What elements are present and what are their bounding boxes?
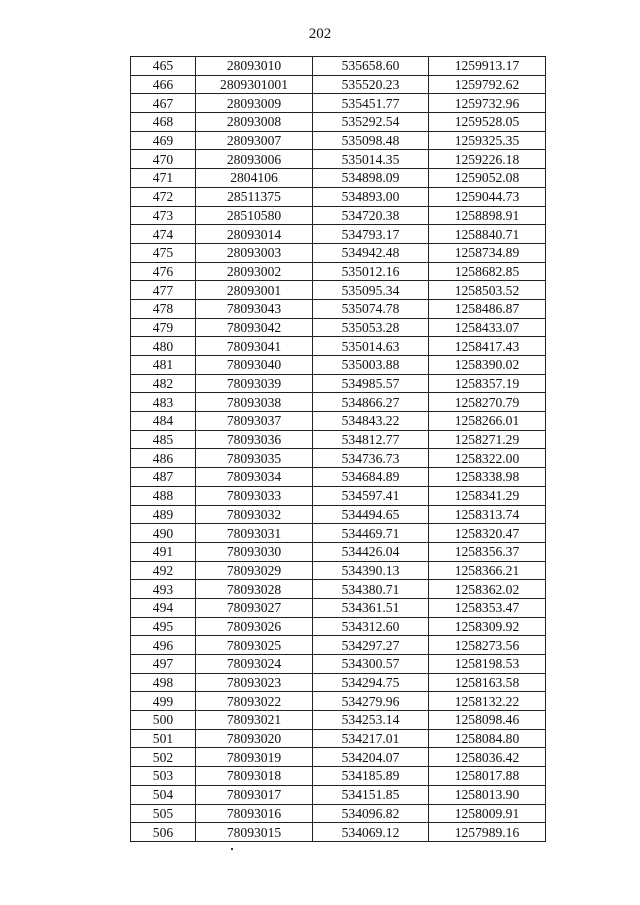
x-coordinate-cell: 534069.12 <box>313 823 429 842</box>
x-coordinate-cell: 535003.88 <box>313 356 429 375</box>
row-number-cell: 491 <box>131 542 196 561</box>
row-number-cell: 501 <box>131 729 196 748</box>
point-id-cell: 28093010 <box>196 57 313 76</box>
y-coordinate-cell: 1258322.00 <box>429 449 546 468</box>
point-id-cell: 78093018 <box>196 767 313 786</box>
point-id-cell: 28093007 <box>196 131 313 150</box>
point-id-cell: 78093033 <box>196 486 313 505</box>
row-number-cell: 494 <box>131 598 196 617</box>
point-id-cell: 78093023 <box>196 673 313 692</box>
y-coordinate-cell: 1258417.43 <box>429 337 546 356</box>
y-coordinate-cell: 1258357.19 <box>429 374 546 393</box>
table-body <box>131 57 546 842</box>
y-coordinate-cell: 1259528.05 <box>429 113 546 132</box>
point-id-cell: 28093006 <box>196 150 313 169</box>
row-number-cell: 492 <box>131 561 196 580</box>
row-number-cell: 493 <box>131 580 196 599</box>
table-row <box>131 598 546 617</box>
y-coordinate-cell: 1259226.18 <box>429 150 546 169</box>
y-coordinate-cell: 1257989.16 <box>429 823 546 842</box>
point-id-cell: 78093024 <box>196 655 313 674</box>
table-row <box>131 748 546 767</box>
row-number-cell: 475 <box>131 243 196 262</box>
x-coordinate-cell: 534300.57 <box>313 655 429 674</box>
x-coordinate-cell: 534312.60 <box>313 617 429 636</box>
y-coordinate-cell: 1258013.90 <box>429 785 546 804</box>
table-row <box>131 711 546 730</box>
page-number: 202 <box>308 26 332 42</box>
y-coordinate-cell: 1259792.62 <box>429 75 546 94</box>
table-row <box>131 580 546 599</box>
table-row <box>131 337 546 356</box>
point-id-cell: 2809301001 <box>196 75 313 94</box>
y-coordinate-cell: 1258309.92 <box>429 617 546 636</box>
x-coordinate-cell: 535658.60 <box>313 57 429 76</box>
x-coordinate-cell: 535074.78 <box>313 299 429 318</box>
point-id-cell: 78093035 <box>196 449 313 468</box>
table-row <box>131 785 546 804</box>
table-row <box>131 169 546 188</box>
y-coordinate-cell: 1258898.91 <box>429 206 546 225</box>
row-number-cell: 471 <box>131 169 196 188</box>
row-number-cell: 467 <box>131 94 196 113</box>
x-coordinate-cell: 535520.23 <box>313 75 429 94</box>
table-row <box>131 206 546 225</box>
row-number-cell: 488 <box>131 486 196 505</box>
x-coordinate-cell: 534294.75 <box>313 673 429 692</box>
y-coordinate-cell: 1258390.02 <box>429 356 546 375</box>
row-number-cell: 498 <box>131 673 196 692</box>
y-coordinate-cell: 1258313.74 <box>429 505 546 524</box>
point-id-cell: 78093019 <box>196 748 313 767</box>
table-row <box>131 486 546 505</box>
x-coordinate-cell: 534204.07 <box>313 748 429 767</box>
point-id-cell: 28093001 <box>196 281 313 300</box>
x-coordinate-cell: 534390.13 <box>313 561 429 580</box>
table-row <box>131 468 546 487</box>
table-row <box>131 225 546 244</box>
table-row <box>131 655 546 674</box>
table-row <box>131 542 546 561</box>
x-coordinate-cell: 534893.00 <box>313 187 429 206</box>
point-id-cell: 28511375 <box>196 187 313 206</box>
table-row <box>131 561 546 580</box>
point-id-cell: 28093003 <box>196 243 313 262</box>
point-id-cell: 28093008 <box>196 113 313 132</box>
coordinate-table <box>130 56 546 842</box>
x-coordinate-cell: 534361.51 <box>313 598 429 617</box>
y-coordinate-cell: 1258320.47 <box>429 524 546 543</box>
row-number-cell: 474 <box>131 225 196 244</box>
table-row <box>131 430 546 449</box>
y-coordinate-cell: 1259052.08 <box>429 169 546 188</box>
x-coordinate-cell: 535095.34 <box>313 281 429 300</box>
point-id-cell: 28093002 <box>196 262 313 281</box>
row-number-cell: 478 <box>131 299 196 318</box>
x-coordinate-cell: 534898.09 <box>313 169 429 188</box>
table-row <box>131 449 546 468</box>
point-id-cell: 78093025 <box>196 636 313 655</box>
y-coordinate-cell: 1258486.87 <box>429 299 546 318</box>
y-coordinate-cell: 1258198.53 <box>429 655 546 674</box>
row-number-cell: 503 <box>131 767 196 786</box>
x-coordinate-cell: 534985.57 <box>313 374 429 393</box>
y-coordinate-cell: 1259325.35 <box>429 131 546 150</box>
table-row <box>131 57 546 76</box>
point-id-cell: 78093017 <box>196 785 313 804</box>
table-row <box>131 187 546 206</box>
x-coordinate-cell: 535014.35 <box>313 150 429 169</box>
row-number-cell: 502 <box>131 748 196 767</box>
point-id-cell: 78093029 <box>196 561 313 580</box>
row-number-cell: 472 <box>131 187 196 206</box>
row-number-cell: 486 <box>131 449 196 468</box>
point-id-cell: 78093028 <box>196 580 313 599</box>
y-coordinate-cell: 1258098.46 <box>429 711 546 730</box>
table-row <box>131 131 546 150</box>
point-id-cell: 78093015 <box>196 823 313 842</box>
table-row <box>131 412 546 431</box>
x-coordinate-cell: 535053.28 <box>313 318 429 337</box>
point-id-cell: 2804106 <box>196 169 313 188</box>
table-row <box>131 356 546 375</box>
y-coordinate-cell: 1258338.98 <box>429 468 546 487</box>
row-number-cell: 470 <box>131 150 196 169</box>
row-number-cell: 476 <box>131 262 196 281</box>
x-coordinate-cell: 534469.71 <box>313 524 429 543</box>
table-row <box>131 113 546 132</box>
y-coordinate-cell: 1258266.01 <box>429 412 546 431</box>
point-id-cell: 78093043 <box>196 299 313 318</box>
point-id-cell: 78093032 <box>196 505 313 524</box>
y-coordinate-cell: 1259913.17 <box>429 57 546 76</box>
row-number-cell: 506 <box>131 823 196 842</box>
row-number-cell: 483 <box>131 393 196 412</box>
x-coordinate-cell: 534736.73 <box>313 449 429 468</box>
x-coordinate-cell: 534253.14 <box>313 711 429 730</box>
x-coordinate-cell: 534096.82 <box>313 804 429 823</box>
y-coordinate-cell: 1258356.37 <box>429 542 546 561</box>
table-row <box>131 673 546 692</box>
x-coordinate-cell: 534843.22 <box>313 412 429 431</box>
point-id-cell: 78093016 <box>196 804 313 823</box>
table-row <box>131 150 546 169</box>
table-row <box>131 243 546 262</box>
y-coordinate-cell: 1258270.79 <box>429 393 546 412</box>
table-row <box>131 823 546 842</box>
table-row <box>131 281 546 300</box>
point-id-cell: 78093036 <box>196 430 313 449</box>
x-coordinate-cell: 534426.04 <box>313 542 429 561</box>
row-number-cell: 496 <box>131 636 196 655</box>
y-coordinate-cell: 1258682.85 <box>429 262 546 281</box>
row-number-cell: 500 <box>131 711 196 730</box>
y-coordinate-cell: 1258132.22 <box>429 692 546 711</box>
y-coordinate-cell: 1258366.21 <box>429 561 546 580</box>
point-id-cell: 78093027 <box>196 598 313 617</box>
x-coordinate-cell: 534793.17 <box>313 225 429 244</box>
y-coordinate-cell: 1258163.58 <box>429 673 546 692</box>
y-coordinate-cell: 1259044.73 <box>429 187 546 206</box>
x-coordinate-cell: 534720.38 <box>313 206 429 225</box>
point-id-cell: 78093042 <box>196 318 313 337</box>
point-id-cell: 28093014 <box>196 225 313 244</box>
table-row <box>131 505 546 524</box>
x-coordinate-cell: 534185.89 <box>313 767 429 786</box>
point-id-cell: 78093026 <box>196 617 313 636</box>
x-coordinate-cell: 534151.85 <box>313 785 429 804</box>
table-row <box>131 636 546 655</box>
table-row <box>131 393 546 412</box>
row-number-cell: 468 <box>131 113 196 132</box>
x-coordinate-cell: 534380.71 <box>313 580 429 599</box>
y-coordinate-cell: 1258503.52 <box>429 281 546 300</box>
row-number-cell: 497 <box>131 655 196 674</box>
x-coordinate-cell: 535098.48 <box>313 131 429 150</box>
y-coordinate-cell: 1258271.29 <box>429 430 546 449</box>
row-number-cell: 490 <box>131 524 196 543</box>
row-number-cell: 473 <box>131 206 196 225</box>
row-number-cell: 477 <box>131 281 196 300</box>
x-coordinate-cell: 535292.54 <box>313 113 429 132</box>
point-id-cell: 28093009 <box>196 94 313 113</box>
row-number-cell: 484 <box>131 412 196 431</box>
x-coordinate-cell: 535014.63 <box>313 337 429 356</box>
row-number-cell: 495 <box>131 617 196 636</box>
point-id-cell: 78093031 <box>196 524 313 543</box>
row-number-cell: 479 <box>131 318 196 337</box>
x-coordinate-cell: 534942.48 <box>313 243 429 262</box>
point-id-cell: 78093039 <box>196 374 313 393</box>
x-coordinate-cell: 534494.65 <box>313 505 429 524</box>
y-coordinate-cell: 1258017.88 <box>429 767 546 786</box>
table-row <box>131 318 546 337</box>
row-number-cell: 481 <box>131 356 196 375</box>
y-coordinate-cell: 1258009.91 <box>429 804 546 823</box>
y-coordinate-cell: 1259732.96 <box>429 94 546 113</box>
row-number-cell: 485 <box>131 430 196 449</box>
table-row <box>131 524 546 543</box>
y-coordinate-cell: 1258036.42 <box>429 748 546 767</box>
row-number-cell: 505 <box>131 804 196 823</box>
point-id-cell: 78093021 <box>196 711 313 730</box>
y-coordinate-cell: 1258362.02 <box>429 580 546 599</box>
point-id-cell: 78093037 <box>196 412 313 431</box>
y-coordinate-cell: 1258353.47 <box>429 598 546 617</box>
x-coordinate-cell: 534866.27 <box>313 393 429 412</box>
row-number-cell: 487 <box>131 468 196 487</box>
table-row <box>131 692 546 711</box>
table-row <box>131 767 546 786</box>
point-id-cell: 78093038 <box>196 393 313 412</box>
table-row <box>131 729 546 748</box>
x-coordinate-cell: 534297.27 <box>313 636 429 655</box>
table-row <box>131 94 546 113</box>
y-coordinate-cell: 1258084.80 <box>429 729 546 748</box>
table-row <box>131 374 546 393</box>
row-number-cell: 482 <box>131 374 196 393</box>
table-row <box>131 262 546 281</box>
x-coordinate-cell: 534597.41 <box>313 486 429 505</box>
table-row <box>131 299 546 318</box>
x-coordinate-cell: 534812.77 <box>313 430 429 449</box>
point-id-cell: 78093041 <box>196 337 313 356</box>
scan-speck <box>231 848 233 850</box>
row-number-cell: 499 <box>131 692 196 711</box>
x-coordinate-cell: 534279.96 <box>313 692 429 711</box>
table-row <box>131 75 546 94</box>
y-coordinate-cell: 1258341.29 <box>429 486 546 505</box>
row-number-cell: 466 <box>131 75 196 94</box>
y-coordinate-cell: 1258273.56 <box>429 636 546 655</box>
point-id-cell: 78093020 <box>196 729 313 748</box>
y-coordinate-cell: 1258433.07 <box>429 318 546 337</box>
point-id-cell: 78093022 <box>196 692 313 711</box>
row-number-cell: 489 <box>131 505 196 524</box>
table-row <box>131 804 546 823</box>
x-coordinate-cell: 534684.89 <box>313 468 429 487</box>
point-id-cell: 28510580 <box>196 206 313 225</box>
y-coordinate-cell: 1258734.89 <box>429 243 546 262</box>
x-coordinate-cell: 535012.16 <box>313 262 429 281</box>
row-number-cell: 480 <box>131 337 196 356</box>
point-id-cell: 78093040 <box>196 356 313 375</box>
x-coordinate-cell: 534217.01 <box>313 729 429 748</box>
table-row <box>131 617 546 636</box>
row-number-cell: 504 <box>131 785 196 804</box>
point-id-cell: 78093030 <box>196 542 313 561</box>
row-number-cell: 469 <box>131 131 196 150</box>
x-coordinate-cell: 535451.77 <box>313 94 429 113</box>
y-coordinate-cell: 1258840.71 <box>429 225 546 244</box>
point-id-cell: 78093034 <box>196 468 313 487</box>
row-number-cell: 465 <box>131 57 196 76</box>
